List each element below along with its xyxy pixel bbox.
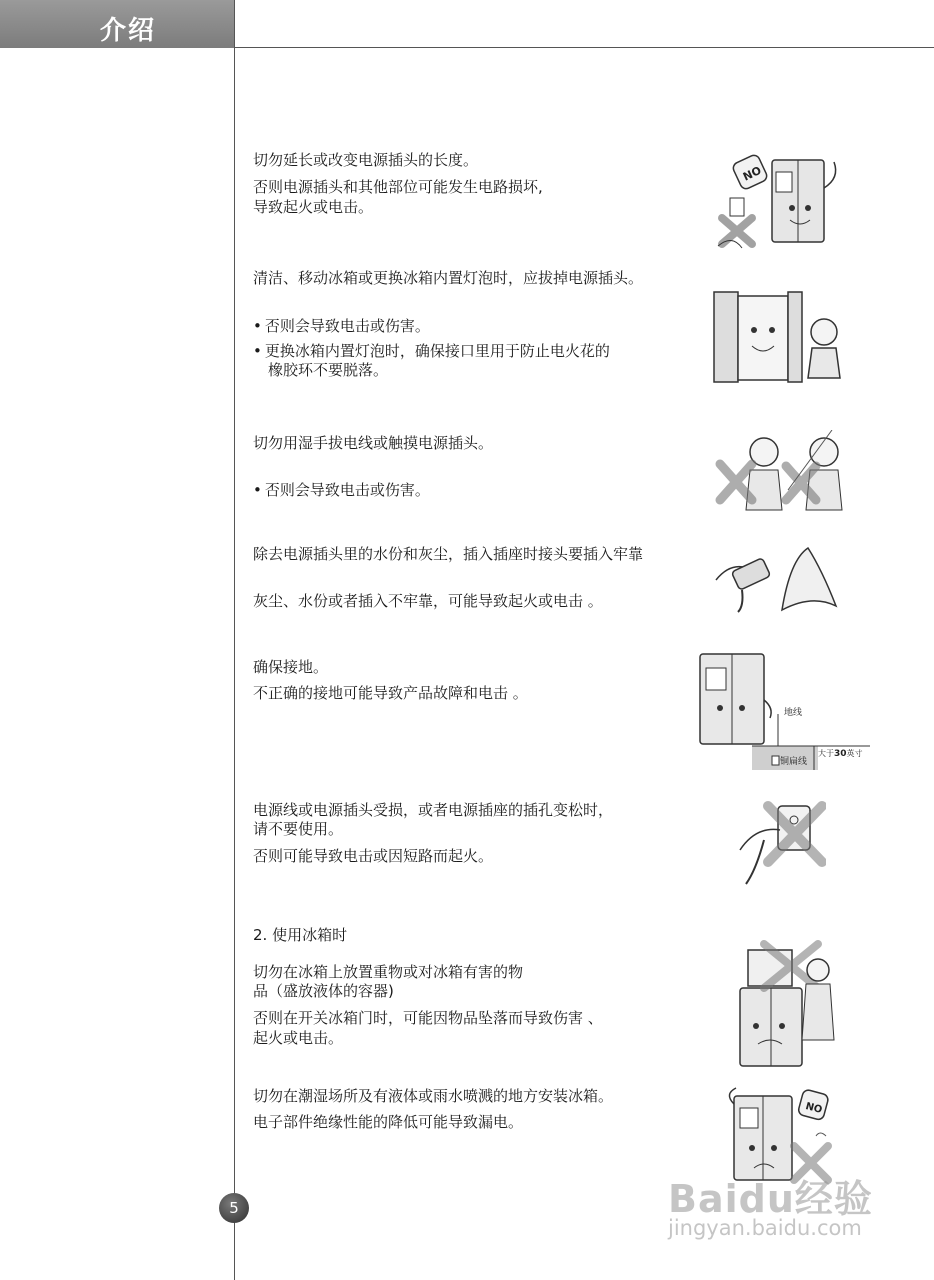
header-tab: [0, 0, 234, 48]
warning-bullet: • 更换冰箱内置灯泡时，确保接口里用于防止电火花的: [253, 341, 610, 361]
copper-plate-label: 铜扁线: [780, 757, 808, 767]
warning-text: 灰尘、水份或者插入不牢靠，可能导致起火或电击 。: [253, 592, 603, 610]
warning-text: 电子部件绝缘性能的降低可能导致漏电。: [253, 1113, 524, 1131]
wet-hands-illustration: [712, 430, 847, 516]
watermark-logo-text: Baidu经验: [668, 1177, 873, 1221]
warning-text: 品（盛放液体的容器): [253, 982, 394, 1000]
warning-text: 切勿用湿手拔电线或触摸电源插头。: [253, 434, 494, 452]
warning-text: 除去电源插头里的水份和灰尘，插入插座时接头要插入牢靠: [253, 545, 644, 563]
open-fridge-illustration: [712, 288, 847, 386]
warning-text: 否则可能导致电击或因短路而起火。: [253, 847, 494, 865]
ground-wire-label: 地线: [784, 708, 803, 718]
watermark: [664, 1168, 884, 1244]
warning-text: 切勿在潮湿场所及有液体或雨水喷溅的地方安装冰箱。: [253, 1087, 614, 1105]
warning-text: 清洁、移动冰箱或更换冰箱内置灯泡时，应拔掉电源插头。: [253, 269, 644, 287]
no-sign-text: NO: [741, 163, 764, 184]
warning-text: 不正确的接地可能导致产品故障和电击 。: [253, 684, 528, 702]
fridge-plug-illustration: [712, 148, 842, 254]
warning-text: 请不要使用。: [253, 820, 344, 838]
depth-label: 大于30英寸: [818, 749, 863, 759]
warning-text: 导致起火或电击。: [253, 198, 374, 216]
margin-divider: [234, 0, 235, 1280]
warning-text: 电源线或电源插头受损，或者电源插座的插孔变松时，: [253, 801, 614, 819]
page-title: 介绍: [100, 16, 157, 46]
watermark-url: jingyan.baidu.com: [668, 1216, 862, 1240]
warning-bullet: • 否则会导致电击或伤害。: [253, 316, 430, 336]
warning-text: 橡胶环不要脱落。: [268, 361, 389, 379]
warning-text: 否则在开关冰箱门时，可能因物品坠落而导致伤害 、: [253, 1009, 603, 1027]
warning-text: 切勿在冰箱上放置重物或对冰箱有害的物: [253, 963, 524, 981]
warning-bullet: • 否则会导致电击或伤害。: [253, 480, 430, 500]
no-sign-text: NO: [804, 1101, 824, 1117]
damaged-socket-illustration: [736, 800, 826, 890]
header-divider: [234, 47, 934, 48]
warning-text: 确保接地。: [253, 658, 329, 676]
page-number: 5: [219, 1193, 249, 1223]
warning-text: 起火或电击。: [253, 1029, 344, 1047]
fridge-heavy-object-illustration: [726, 940, 841, 1070]
warning-text: 切勿延长或改变电源插头的长度。: [253, 151, 479, 169]
plug-cleaning-illustration: [712, 540, 847, 620]
grounding-illustration: [694, 652, 870, 774]
section-heading: 2. 使用冰箱时: [253, 926, 348, 944]
warning-text: 否则电源插头和其他部位可能发生电路损坏,: [253, 178, 543, 196]
